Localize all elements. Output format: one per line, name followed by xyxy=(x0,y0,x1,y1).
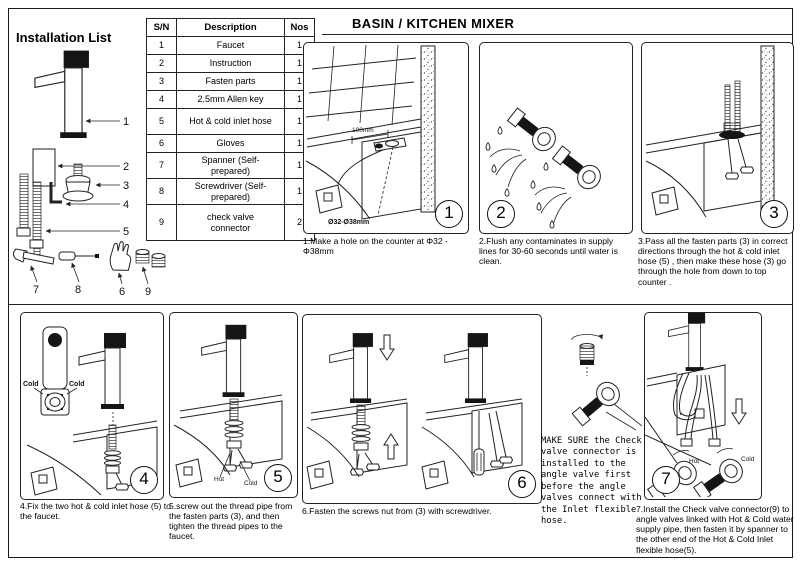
faucet-illustration xyxy=(668,313,705,371)
cell: 9 xyxy=(147,205,177,241)
step-4-number: 4 xyxy=(130,466,158,494)
cell: Gloves xyxy=(177,135,285,153)
cell: 1 xyxy=(147,37,177,55)
check-valve-connector xyxy=(580,346,594,360)
step-6-caption: 6.Fasten the screws nut from (3) with screwdriver. xyxy=(302,506,492,516)
hot-label: Hot xyxy=(214,476,225,483)
cell: 2 xyxy=(285,205,315,241)
table-row xyxy=(147,55,315,73)
cell: Spanner (Self-prepared) xyxy=(177,153,285,179)
step-2-panel xyxy=(479,42,633,234)
cell: 2.5mm Allen key xyxy=(177,91,285,109)
step-2-number: 2 xyxy=(487,200,515,228)
angle-valve xyxy=(550,143,605,193)
table-row xyxy=(147,179,315,205)
cell: check valve connector xyxy=(177,205,285,241)
inlet-label-right: Cold xyxy=(69,381,85,388)
faucet-illustration xyxy=(79,333,126,409)
cell: 6 xyxy=(147,135,177,153)
cell: 1 xyxy=(285,179,315,205)
table-row xyxy=(147,109,315,135)
cell: 4 xyxy=(147,91,177,109)
callout-3: 3 xyxy=(123,180,130,192)
wall-section xyxy=(421,46,435,212)
faucet-illustration xyxy=(35,51,89,138)
table-row xyxy=(147,205,315,241)
step-6-panel xyxy=(302,314,542,504)
section-divider xyxy=(9,304,792,305)
rotate-arrow xyxy=(572,334,602,340)
step-7-number: 7 xyxy=(652,466,680,494)
angle-valve xyxy=(570,378,624,429)
callout-9: 9 xyxy=(145,286,152,298)
cell: 1 xyxy=(285,135,315,153)
dimension-label: 100mm xyxy=(352,127,374,134)
angle-valve xyxy=(691,455,747,497)
mounting-flange xyxy=(719,131,745,139)
step-5-number: 5 xyxy=(264,464,292,492)
step-4-panel xyxy=(20,312,164,500)
callout-2: 2 xyxy=(123,161,130,173)
step-4-caption: 4.Fix the two hot & cold inlet hose (5) to the faucet. xyxy=(20,501,171,522)
col-nos: Nos xyxy=(285,19,315,37)
step-6-number: 6 xyxy=(508,470,536,498)
cold-label: Cold xyxy=(741,456,755,463)
step-3-number: 3 xyxy=(760,200,788,228)
hot-label: Hot xyxy=(689,458,700,465)
check-valve-inset xyxy=(556,326,642,432)
step-5-panel xyxy=(169,312,298,498)
cell: Faucet xyxy=(177,37,285,55)
fasten-part-illustration xyxy=(63,164,93,201)
cell: 1 xyxy=(285,109,315,135)
instruction-card-illustration xyxy=(33,149,55,186)
callout-1: 1 xyxy=(123,116,130,128)
hole-diameter-label: Ø32-Ø38mm xyxy=(328,219,370,226)
table-row xyxy=(147,91,315,109)
cell: 1 xyxy=(285,55,315,73)
col-description: Description xyxy=(177,19,285,37)
step-1-panel xyxy=(303,42,469,234)
make-sure-note: MAKE SURE the Check valve connector is installed to the angle valve first before the angle valves connect with the Inlet flexible hose. xyxy=(541,436,642,526)
cell: 1 xyxy=(285,91,315,109)
table-row xyxy=(147,135,315,153)
cell: 1 xyxy=(285,37,315,55)
cell: Hot & cold inlet hose xyxy=(177,109,285,135)
installation-list-heading: Installation List xyxy=(16,30,112,45)
callout-5: 5 xyxy=(123,226,130,238)
faucet-illustration xyxy=(202,325,247,397)
cell: Fasten parts xyxy=(177,73,285,91)
cell: Instruction xyxy=(177,55,285,73)
check-valve-connectors-illustration xyxy=(136,250,165,268)
inlet-label-left: Cold xyxy=(23,381,39,388)
callout-4: 4 xyxy=(123,199,130,211)
wall-section xyxy=(761,46,774,212)
cell: 8 xyxy=(147,179,177,205)
cell: 1 xyxy=(285,153,315,179)
cell: 5 xyxy=(147,109,177,135)
parts-table xyxy=(146,18,315,241)
down-arrow xyxy=(380,335,394,360)
callout-6: 6 xyxy=(119,286,126,298)
step-1-number: 1 xyxy=(435,200,463,228)
step-6-illustration xyxy=(303,315,539,501)
cell: 3 xyxy=(147,73,177,91)
step-3-panel xyxy=(641,42,794,234)
title-underline xyxy=(322,34,792,35)
screwdriver-illustration xyxy=(59,252,99,260)
hoses-illustration xyxy=(17,174,43,258)
cell: 2 xyxy=(147,55,177,73)
callout-7: 7 xyxy=(33,284,40,296)
faucet-illustration xyxy=(330,333,373,403)
step-1-caption: 1.Make a hole on the counter at Φ32 - Φ38mm xyxy=(303,236,448,257)
step-3-caption: 3.Pass all the fasten parts (3) in correct directions through the hot & cold inlet hose (5) , then make these hose (3) go through the hole from down to top counter . xyxy=(638,236,788,287)
col-sn: S/N xyxy=(147,19,177,37)
step-7-caption: 7.Install the Check valve connector(9) to angle valves linked with Hot & Cold water supply pipe, then fasten it by spanner to the other end of the Hot & Cold Inlet flexible hose(5). xyxy=(636,504,794,555)
step-7-panel xyxy=(644,312,762,500)
page-title: BASIN / KITCHEN MIXER xyxy=(352,16,515,31)
table-row xyxy=(147,73,315,91)
cold-label: Cold xyxy=(244,480,258,487)
table-header-row xyxy=(147,19,315,37)
faucet-illustration xyxy=(445,333,488,403)
glove-illustration xyxy=(110,242,130,271)
angle-valve xyxy=(505,105,560,155)
cell: 7 xyxy=(147,153,177,179)
step-5-caption: 5.screw out the thread pipe from the fasten parts (3), and then tighten the thread pipes to the faucet. xyxy=(169,501,293,542)
table-row xyxy=(147,37,315,55)
step-2-caption: 2.Flush any contaminates in supply lines for 30-60 seconds until water is clean. xyxy=(479,236,619,267)
down-arrow xyxy=(732,399,746,424)
cell: Screwdriver (Self-prepared) xyxy=(177,179,285,205)
table-row xyxy=(147,153,315,179)
callout-8: 8 xyxy=(75,284,82,296)
screwdriver-handle xyxy=(474,449,484,475)
cell: 1 xyxy=(285,73,315,91)
